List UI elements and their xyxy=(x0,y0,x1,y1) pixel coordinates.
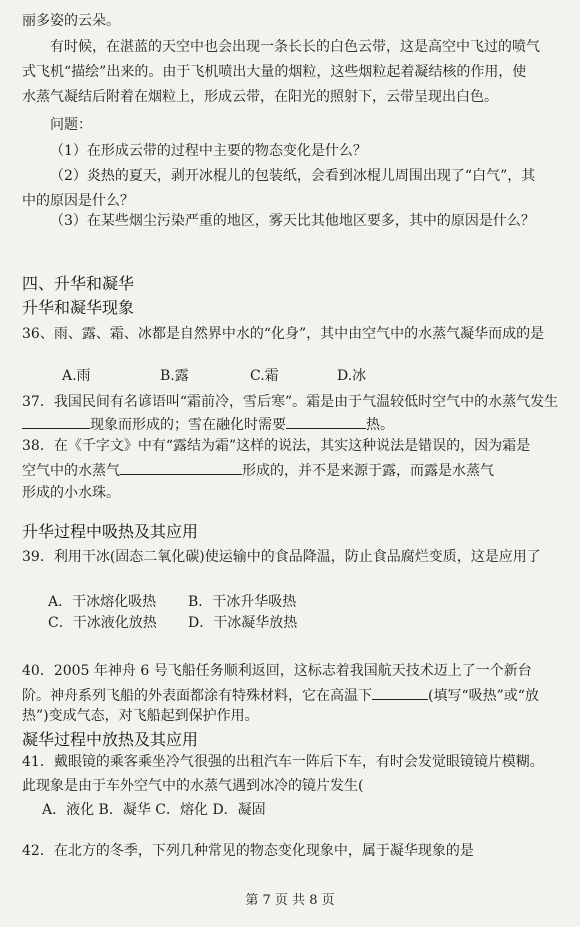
question-41: 41．戴眼镜的乘客乘坐冷气很强的出租汽车一阵后下车，有时会发觉眼镜镜片模糊。 xyxy=(22,754,544,770)
q36-option-a[interactable]: A.雨 xyxy=(62,368,91,384)
sub-question-2: （2）炎热的夏天，剥开冰棍儿的包装纸，会看到冰棍儿周围出现了“白气”，其 xyxy=(50,168,536,184)
q38-text-b: 形成的，并不是来源于露，而露是水蒸气 xyxy=(242,463,494,479)
q39-option-d[interactable]: D．干冰凝华放热 xyxy=(188,615,298,631)
q36-option-d[interactable]: D.冰 xyxy=(337,368,367,384)
page-number: 第 7 页 共 8 页 xyxy=(245,893,335,908)
q36-option-c[interactable]: C.霜 xyxy=(250,368,279,384)
question-40: 40．2005 年神舟 6 号飞船任务顺利返回，这标志着我国航天技术迈上了一个新台 xyxy=(22,663,532,679)
answer-blank[interactable] xyxy=(372,685,428,700)
q40-text-a: 阶。神舟系列飞船的外表面都涂有特殊材料，它在高温下 xyxy=(22,688,372,704)
question-37-cont xyxy=(22,414,394,434)
answer-blank[interactable] xyxy=(120,460,242,475)
subsection-title: 凝华过程中放热及其应用 xyxy=(22,730,199,749)
question-36: 36、雨、露、霜、冰都是自然界中水的“化身”，其中由空气中的水蒸气凝华而成的是 xyxy=(22,326,545,342)
sub-question-1: （1）在形成云带的过程中主要的物态变化是什么？ xyxy=(50,143,367,159)
section-title: 四、升华和凝华 xyxy=(22,274,135,293)
question-41-cont: 此现象是由于车外空气中的水蒸气遇到冰冷的镜片发生( xyxy=(22,778,364,794)
q39-option-a[interactable]: A．干冰熔化吸热 xyxy=(48,594,157,610)
passage-line: 丽多姿的云朵。 xyxy=(22,13,120,29)
question-40-cont xyxy=(22,685,539,705)
question-37: 37．我国民间有名谚语叫“霜前冷，雪后寒”。霜是由于气温较低时空气中的水蒸气发生 xyxy=(22,394,559,410)
q40-text-b: (填写“吸热”或“放 xyxy=(428,688,539,704)
question-42: 42．在北方的冬季，下列几种常见的物态变化现象中，属于凝华现象的是 xyxy=(22,843,474,859)
question-38-cont xyxy=(22,460,494,480)
question-heading: 问题： xyxy=(50,117,92,133)
subsection-title: 升华过程中吸热及其应用 xyxy=(22,522,199,541)
question-38-cont: 形成的小水珠。 xyxy=(22,485,120,501)
passage-line: 有时候，在湛蓝的天空中也会出现一条长长的白色云带，这是高空中飞过的喷气 xyxy=(50,39,540,55)
bleed-through-text xyxy=(330,12,334,26)
q38-text-a: 空气中的水蒸气 xyxy=(22,463,120,479)
passage-line: 水蒸气凝结后附着在烟粒上，形成云带，在阳光的照射下，云带呈现出白色。 xyxy=(22,89,498,105)
q41-options[interactable]: A．液化 B．凝华 C．熔化 D．凝固 xyxy=(42,802,266,818)
question-38: 38．在《千字文》中有“露结为霜”这样的说法，其实这种说法是错误的，因为霜是 xyxy=(22,438,531,454)
q37-text-b: 现象而形成的；雪在融化时需要 xyxy=(90,417,286,433)
answer-blank[interactable] xyxy=(22,414,90,429)
question-39: 39．利用干冰(固态二氧化碳)使运输中的食品降温，防止食品腐烂变质，这是应用了 xyxy=(22,549,541,565)
sub-question-3: （3）在某些烟尘污染严重的地区，雾天比其他地区要多，其中的原因是什么？ xyxy=(50,213,535,229)
q36-option-b[interactable]: B.露 xyxy=(160,368,189,384)
question-40-cont: 热”)变成气态，对飞船起到保护作用。 xyxy=(22,708,259,724)
q39-option-b[interactable]: B．干冰升华吸热 xyxy=(188,594,297,610)
subsection-title: 升华和凝华现象 xyxy=(22,298,135,317)
q39-option-c[interactable]: C．干冰液化放热 xyxy=(48,615,157,631)
q37-text-c: 热。 xyxy=(366,417,394,433)
answer-blank[interactable] xyxy=(286,414,366,429)
sub-question-2-cont: 中的原因是什么？ xyxy=(22,193,134,209)
passage-line: 式飞机“描绘”出来的。由于飞机喷出大量的烟粒，这些烟粒起着凝结核的作用，使 xyxy=(22,64,527,80)
